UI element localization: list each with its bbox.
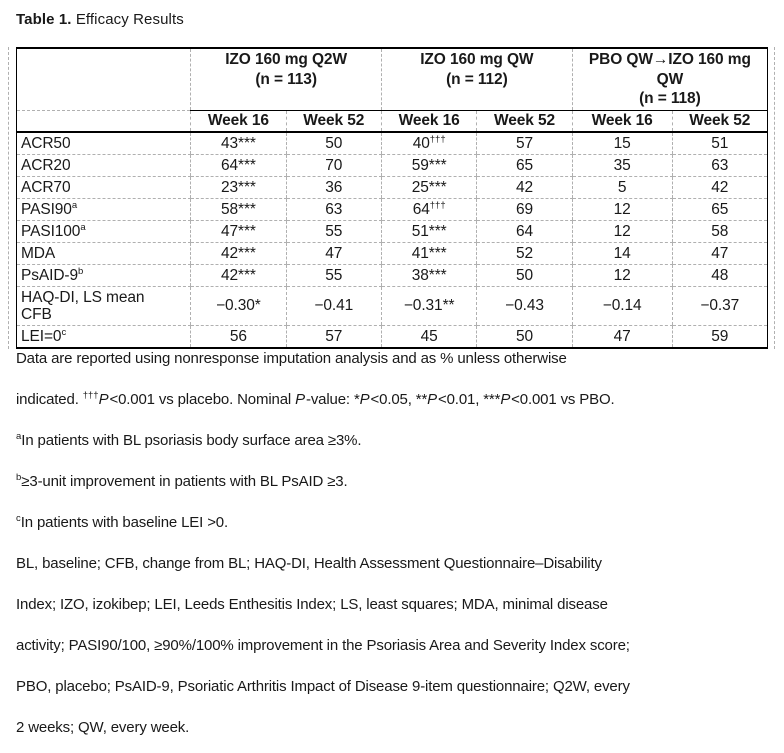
data-cell: 45 — [381, 326, 476, 349]
week-header-cell: Week 16 — [191, 111, 286, 133]
table-row-mda — [17, 243, 768, 265]
data-cell: 48 — [672, 265, 767, 287]
data-cell: −0.37 — [672, 287, 767, 326]
week-header-cell: Week 16 — [381, 111, 476, 133]
table-row-pasi100 — [17, 221, 768, 243]
row-label: HAQ-DI, LS mean CFB — [17, 287, 191, 326]
group-n: (n = 112) — [446, 70, 508, 88]
data-cell: 55 — [286, 265, 381, 287]
group-header-pbo-qw — [572, 48, 767, 111]
data-cell: 70 — [286, 155, 381, 177]
corner-cell — [17, 111, 191, 133]
group-header-izo-q2w — [191, 48, 382, 111]
abbreviations-line-4: PBO, placebo; PsAID-9, Psoriatic Arthritis Impact of Disease 9-item questionnaire; Q2W, every — [16, 678, 630, 695]
data-cell: −0.14 — [572, 287, 672, 326]
data-cell: 56 — [191, 326, 286, 349]
data-cell: 65 — [672, 199, 767, 221]
data-cell: 42*** — [191, 265, 286, 287]
row-label: $LEI=0^c$ — [21, 326, 67, 345]
data-cell: 42 — [477, 177, 572, 199]
data-cell: −0.31** — [381, 287, 476, 326]
row-label: ACR70 — [17, 177, 191, 199]
table-title — [16, 9, 784, 30]
week-header-cell: Week 52 — [672, 111, 767, 133]
data-cell: 65 — [477, 155, 572, 177]
data-cell: 25*** — [381, 177, 476, 199]
data-cell: 43*** — [191, 132, 286, 155]
row-label: MDA — [17, 243, 191, 265]
data-cell: 64††† — [381, 199, 476, 221]
group-name: IZO 160 mg Q2W — [225, 51, 347, 68]
data-cell: 47 — [286, 243, 381, 265]
page — [0, 9, 784, 748]
group-n: (n = 118) — [639, 90, 701, 107]
data-cell: 5 — [572, 177, 672, 199]
data-cell: 12 — [572, 221, 672, 243]
table-title-text: Efficacy Results — [71, 11, 184, 28]
data-cell: 35 — [572, 155, 672, 177]
data-cell: 57 — [477, 132, 572, 155]
data-cell: 51*** — [381, 221, 476, 243]
group-name-line2: QW — [656, 70, 684, 88]
table-row-acr70 — [17, 177, 768, 199]
corner-cell — [17, 48, 191, 111]
data-cell: 59*** — [381, 155, 476, 177]
data-cell: 50 — [286, 132, 381, 155]
abbreviations-line-2: Index; IZO, izokibep; LEI, Leeds Enthesitis Index; LS, least squares; MDA, minimal disease — [16, 596, 608, 613]
data-cell: −0.30* — [191, 287, 286, 326]
table-title-number: Table 1. — [16, 11, 72, 28]
data-cell: 64*** — [191, 155, 286, 177]
week-header-cell: Week 52 — [477, 111, 572, 133]
group-n: (n = 113) — [255, 70, 317, 88]
row-label: PsAID-9$^b$ — [17, 265, 191, 287]
group-name: PBO QW→IZO 160 mg — [588, 51, 751, 68]
data-cell: 50 — [477, 326, 572, 349]
data-cell: 14 — [572, 243, 672, 265]
group-header-row — [17, 48, 768, 111]
week-header-cell: Week 16 — [572, 111, 672, 133]
data-cell: 64 — [477, 221, 572, 243]
data-cell: 12 — [572, 265, 672, 287]
data-cell: 47*** — [191, 221, 286, 243]
data-cell: −0.41 — [286, 287, 381, 326]
abbreviations-line-3: activity; PASI90/100, ≥90%/100% improvement in the Psoriasis Area and Severity Index score; — [16, 637, 630, 654]
data-cell: 36 — [286, 177, 381, 199]
data-cell: 51 — [672, 132, 767, 155]
row-label: ACR20 — [17, 155, 191, 177]
efficacy-table — [16, 47, 768, 349]
data-cell: 59 — [672, 326, 767, 349]
week-header-cell: Week 52 — [286, 111, 381, 133]
data-cell: 38*** — [381, 265, 476, 287]
data-cell: 47 — [672, 243, 767, 265]
data-cell: 42*** — [191, 243, 286, 265]
row-label: PASI100$^a$ — [17, 221, 191, 243]
data-cell: 55 — [286, 221, 381, 243]
table-row-acr20 — [17, 155, 768, 177]
row-label: PASI90$^a$ — [17, 199, 191, 221]
footnote-a: $^a$In patients with BL psoriasis body surface area ≥3%. — [16, 431, 362, 449]
data-cell: 57 — [286, 326, 381, 349]
footnotes — [16, 338, 784, 748]
data-cell: 15 — [572, 132, 672, 155]
abbreviations-line-5: 2 weeks; QW, every week. — [16, 719, 190, 736]
footnote-b: $^b$≥3-unit improvement in patients with BL PsAID ≥3. — [16, 472, 348, 490]
footnote-significance: indicated. †††P<0.001 vs placebo. Nominal P-value: *P<0.05, **P<0.01, ***P<0.001 vs PBO. — [16, 390, 615, 408]
dagger-symbols: ††† — [82, 390, 99, 401]
footnote-data-reporting: Data are reported using nonresponse imputation analysis and as % unless otherwise — [16, 350, 567, 367]
table-row-acr50 — [17, 132, 768, 155]
table-row-psaid9 — [17, 265, 768, 287]
data-cell: 23*** — [191, 177, 286, 199]
row-label: ACR50 — [17, 132, 191, 155]
data-cell: 69 — [477, 199, 572, 221]
data-cell: 50 — [477, 265, 572, 287]
group-name: IZO 160 mg QW — [420, 51, 534, 68]
data-cell: 42 — [672, 177, 767, 199]
group-header-izo-qw — [381, 48, 572, 111]
data-cell: 47 — [572, 326, 672, 349]
data-cell: 58 — [672, 221, 767, 243]
data-cell: 58*** — [191, 199, 286, 221]
data-cell: 52 — [477, 243, 572, 265]
data-cell: −0.43 — [477, 287, 572, 326]
data-cell: 40††† — [381, 132, 476, 155]
week-header-row — [17, 111, 768, 133]
table-row-haqdi — [17, 287, 768, 326]
data-cell: 63 — [672, 155, 767, 177]
data-cell: 41*** — [381, 243, 476, 265]
abbreviations-line-1: BL, baseline; CFB, change from BL; HAQ-DI, Health Assessment Questionnaire–Disability — [16, 555, 602, 572]
table-gridline-frame — [8, 47, 775, 349]
data-cell: 12 — [572, 199, 672, 221]
table-row-pasi90 — [17, 199, 768, 221]
footnote-c: $^c$In patients with baseline LEI >0. — [16, 513, 229, 531]
data-cell: 63 — [286, 199, 381, 221]
